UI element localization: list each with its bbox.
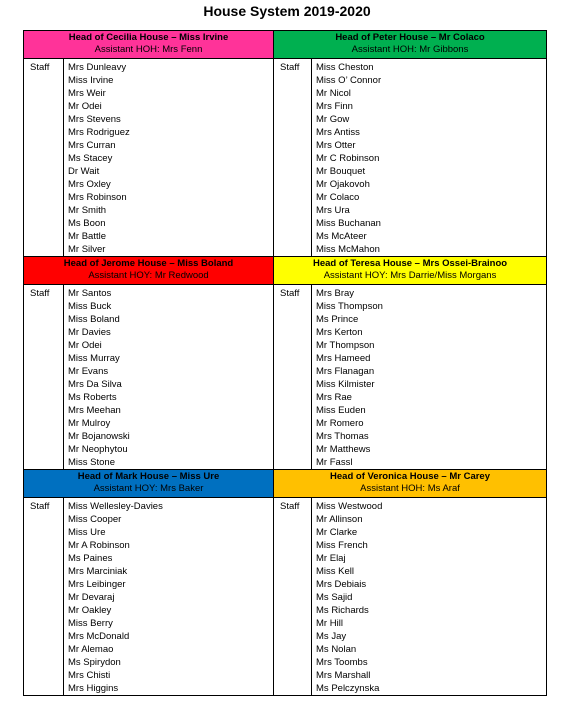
staff-name: Miss French bbox=[316, 540, 368, 551]
house-header bbox=[274, 31, 547, 59]
staff-name: Mrs Antiss bbox=[316, 127, 360, 138]
staff-name: Miss Murray bbox=[68, 353, 120, 364]
staff-name: Miss Boland bbox=[68, 314, 120, 325]
staff-name: Miss Wellesley-Davies bbox=[68, 501, 163, 512]
house-staff-row bbox=[24, 285, 547, 470]
staff-name: Mrs Thomas bbox=[316, 431, 369, 442]
staff-name: Ms Stacey bbox=[68, 153, 113, 164]
staff-name: Ms Spirydon bbox=[68, 657, 121, 668]
staff-label: Staff bbox=[24, 59, 64, 257]
house-head-title: Head of Veronica House – Mr Carey bbox=[330, 471, 490, 482]
house-head-title: Head of Jerome House – Miss Boland bbox=[63, 258, 234, 269]
staff-label: Staff bbox=[24, 498, 64, 696]
staff-name: Mrs Stevens bbox=[68, 114, 121, 125]
staff-name: Mr Alemao bbox=[68, 644, 114, 655]
staff-name: Mr Davies bbox=[68, 327, 111, 338]
house-staff-row bbox=[24, 498, 547, 696]
staff-name: Mr Thompson bbox=[316, 340, 375, 351]
staff-name: Miss Cooper bbox=[68, 514, 122, 525]
house-assistant: Assistant HOY: Mrs Darrie/Miss Morgans bbox=[323, 270, 497, 281]
staff-name: Mr Bouquet bbox=[316, 166, 366, 177]
staff-list bbox=[64, 498, 274, 696]
staff-name: Miss Cheston bbox=[316, 62, 374, 73]
staff-name: Mr Romero bbox=[316, 418, 364, 429]
house-header bbox=[274, 470, 547, 498]
house-head-title: Head of Peter House – Mr Colaco bbox=[335, 32, 485, 43]
staff-name: Mr Nicol bbox=[316, 88, 351, 99]
staff-name: Ms Paines bbox=[68, 553, 113, 564]
house-table bbox=[23, 30, 547, 696]
staff-name: Miss O’ Connor bbox=[316, 75, 382, 86]
staff-name: Mr Mulroy bbox=[68, 418, 111, 429]
staff-name: Mr Odei bbox=[68, 101, 102, 112]
staff-name: Mr Gow bbox=[316, 114, 350, 125]
staff-name: Ms Nolan bbox=[316, 644, 357, 655]
staff-name: Miss Berry bbox=[68, 618, 113, 629]
staff-list bbox=[64, 59, 274, 257]
house-head-title: Head of Mark House – Miss Ure bbox=[77, 471, 220, 482]
staff-name: Miss Kilmister bbox=[316, 379, 375, 390]
staff-name: Mrs Higgins bbox=[68, 683, 119, 694]
staff-name: Dr Wait bbox=[68, 166, 100, 177]
house-header bbox=[24, 31, 274, 59]
staff-label: Staff bbox=[274, 285, 312, 470]
house-staff-row bbox=[24, 59, 547, 257]
staff-label: Staff bbox=[24, 285, 64, 470]
house-head-title: Head of Teresa House – Mrs Ossei-Brainoo bbox=[312, 258, 508, 269]
staff-name: Mr Santos bbox=[68, 288, 112, 299]
staff-name: Mrs Chisti bbox=[68, 670, 111, 681]
staff-name: Mrs Curran bbox=[68, 140, 116, 151]
staff-name: Ms McAteer bbox=[316, 231, 367, 242]
house-header bbox=[24, 470, 274, 498]
staff-name: Mr Odei bbox=[68, 340, 102, 351]
staff-name: Miss McMahon bbox=[316, 244, 380, 255]
staff-name: Mrs Robinson bbox=[68, 192, 127, 203]
staff-name: Ms Richards bbox=[316, 605, 369, 616]
staff-name: Mrs Toombs bbox=[316, 657, 368, 668]
staff-name: Mr C Robinson bbox=[316, 153, 380, 164]
staff-name: Mrs Meehan bbox=[68, 405, 121, 416]
staff-name: Mrs Leibinger bbox=[68, 579, 126, 590]
house-header-row bbox=[24, 31, 547, 59]
staff-name: Mr Fassl bbox=[316, 457, 353, 468]
staff-name: Mr Ojakovoh bbox=[316, 179, 370, 190]
house-header-row bbox=[24, 257, 547, 285]
staff-name: Mrs Marciniak bbox=[68, 566, 128, 577]
staff-label: Staff bbox=[274, 59, 312, 257]
staff-name: Miss Euden bbox=[316, 405, 366, 416]
staff-name: Mr Neophytou bbox=[68, 444, 128, 455]
staff-name: Mr A Robinson bbox=[68, 540, 130, 551]
staff-list bbox=[312, 285, 547, 470]
staff-name: Mr Clarke bbox=[316, 527, 358, 538]
staff-name: Mrs Debiais bbox=[316, 579, 367, 590]
page-title: House System 2019-2020 bbox=[203, 3, 371, 19]
staff-name: Mrs Oxley bbox=[68, 179, 111, 190]
staff-name: Mrs Otter bbox=[316, 140, 356, 151]
staff-name: Mr Silver bbox=[68, 244, 106, 255]
staff-name: Mrs Kerton bbox=[316, 327, 363, 338]
staff-name: Mr Smith bbox=[68, 205, 106, 216]
staff-name: Mr Bojanowski bbox=[68, 431, 130, 442]
staff-label: Staff bbox=[274, 498, 312, 696]
staff-name: Miss Stone bbox=[68, 457, 115, 468]
house-assistant: Assistant HOH: Ms Araf bbox=[360, 483, 460, 494]
staff-name: Mrs Finn bbox=[316, 101, 353, 112]
staff-name: Mrs Rodriguez bbox=[68, 127, 130, 138]
house-header-row bbox=[24, 470, 547, 498]
staff-name: Mr Colaco bbox=[316, 192, 360, 203]
house-assistant: Assistant HOH: Mr Gibbons bbox=[351, 44, 469, 55]
staff-name: Ms Prince bbox=[316, 314, 359, 325]
staff-name: Mr Elaj bbox=[316, 553, 346, 564]
staff-name: Mrs Rae bbox=[316, 392, 352, 403]
staff-list bbox=[64, 285, 274, 470]
staff-name: Miss Ure bbox=[68, 527, 106, 538]
staff-name: Mrs Ura bbox=[316, 205, 350, 216]
staff-name: Mr Allinson bbox=[316, 514, 363, 525]
staff-name: Mrs Hameed bbox=[316, 353, 371, 364]
staff-name: Miss Buck bbox=[68, 301, 112, 312]
staff-name: Mrs Da Silva bbox=[68, 379, 122, 390]
staff-name: Mr Matthews bbox=[316, 444, 371, 455]
staff-name: Ms Pelczynska bbox=[316, 683, 380, 694]
staff-name: Miss Westwood bbox=[316, 501, 383, 512]
house-assistant: Assistant HOY: Mr Redwood bbox=[88, 270, 209, 281]
staff-name: Ms Boon bbox=[68, 218, 106, 229]
house-assistant: Assistant HOY: Mrs Baker bbox=[93, 483, 204, 494]
staff-name: Ms Jay bbox=[316, 631, 347, 642]
house-assistant: Assistant HOH: Mrs Fenn bbox=[94, 44, 203, 55]
staff-name: Miss Kell bbox=[316, 566, 355, 577]
staff-list bbox=[312, 59, 547, 257]
house-header bbox=[24, 257, 274, 285]
staff-name: Ms Sajid bbox=[316, 592, 353, 603]
staff-name: Mrs Marshall bbox=[316, 670, 371, 681]
staff-name: Mr Evans bbox=[68, 366, 109, 377]
staff-name: Mr Battle bbox=[68, 231, 107, 242]
staff-name: Mr Oakley bbox=[68, 605, 112, 616]
staff-name: Miss Buchanan bbox=[316, 218, 381, 229]
staff-name: Mrs Flanagan bbox=[316, 366, 375, 377]
house-head-title: Head of Cecilia House – Miss Irvine bbox=[68, 32, 229, 43]
staff-name: Mrs Dunleavy bbox=[68, 62, 127, 73]
staff-list bbox=[312, 498, 547, 696]
staff-name: Miss Thompson bbox=[316, 301, 383, 312]
staff-name: Mr Hill bbox=[316, 618, 343, 629]
staff-name: Mrs McDonald bbox=[68, 631, 130, 642]
staff-name: Mrs Bray bbox=[316, 288, 355, 299]
house-header bbox=[274, 257, 547, 285]
staff-name: Mrs Weir bbox=[68, 88, 106, 99]
staff-name: Ms Roberts bbox=[68, 392, 117, 403]
staff-name: Mr Devaraj bbox=[68, 592, 115, 603]
staff-name: Miss Irvine bbox=[68, 75, 114, 86]
